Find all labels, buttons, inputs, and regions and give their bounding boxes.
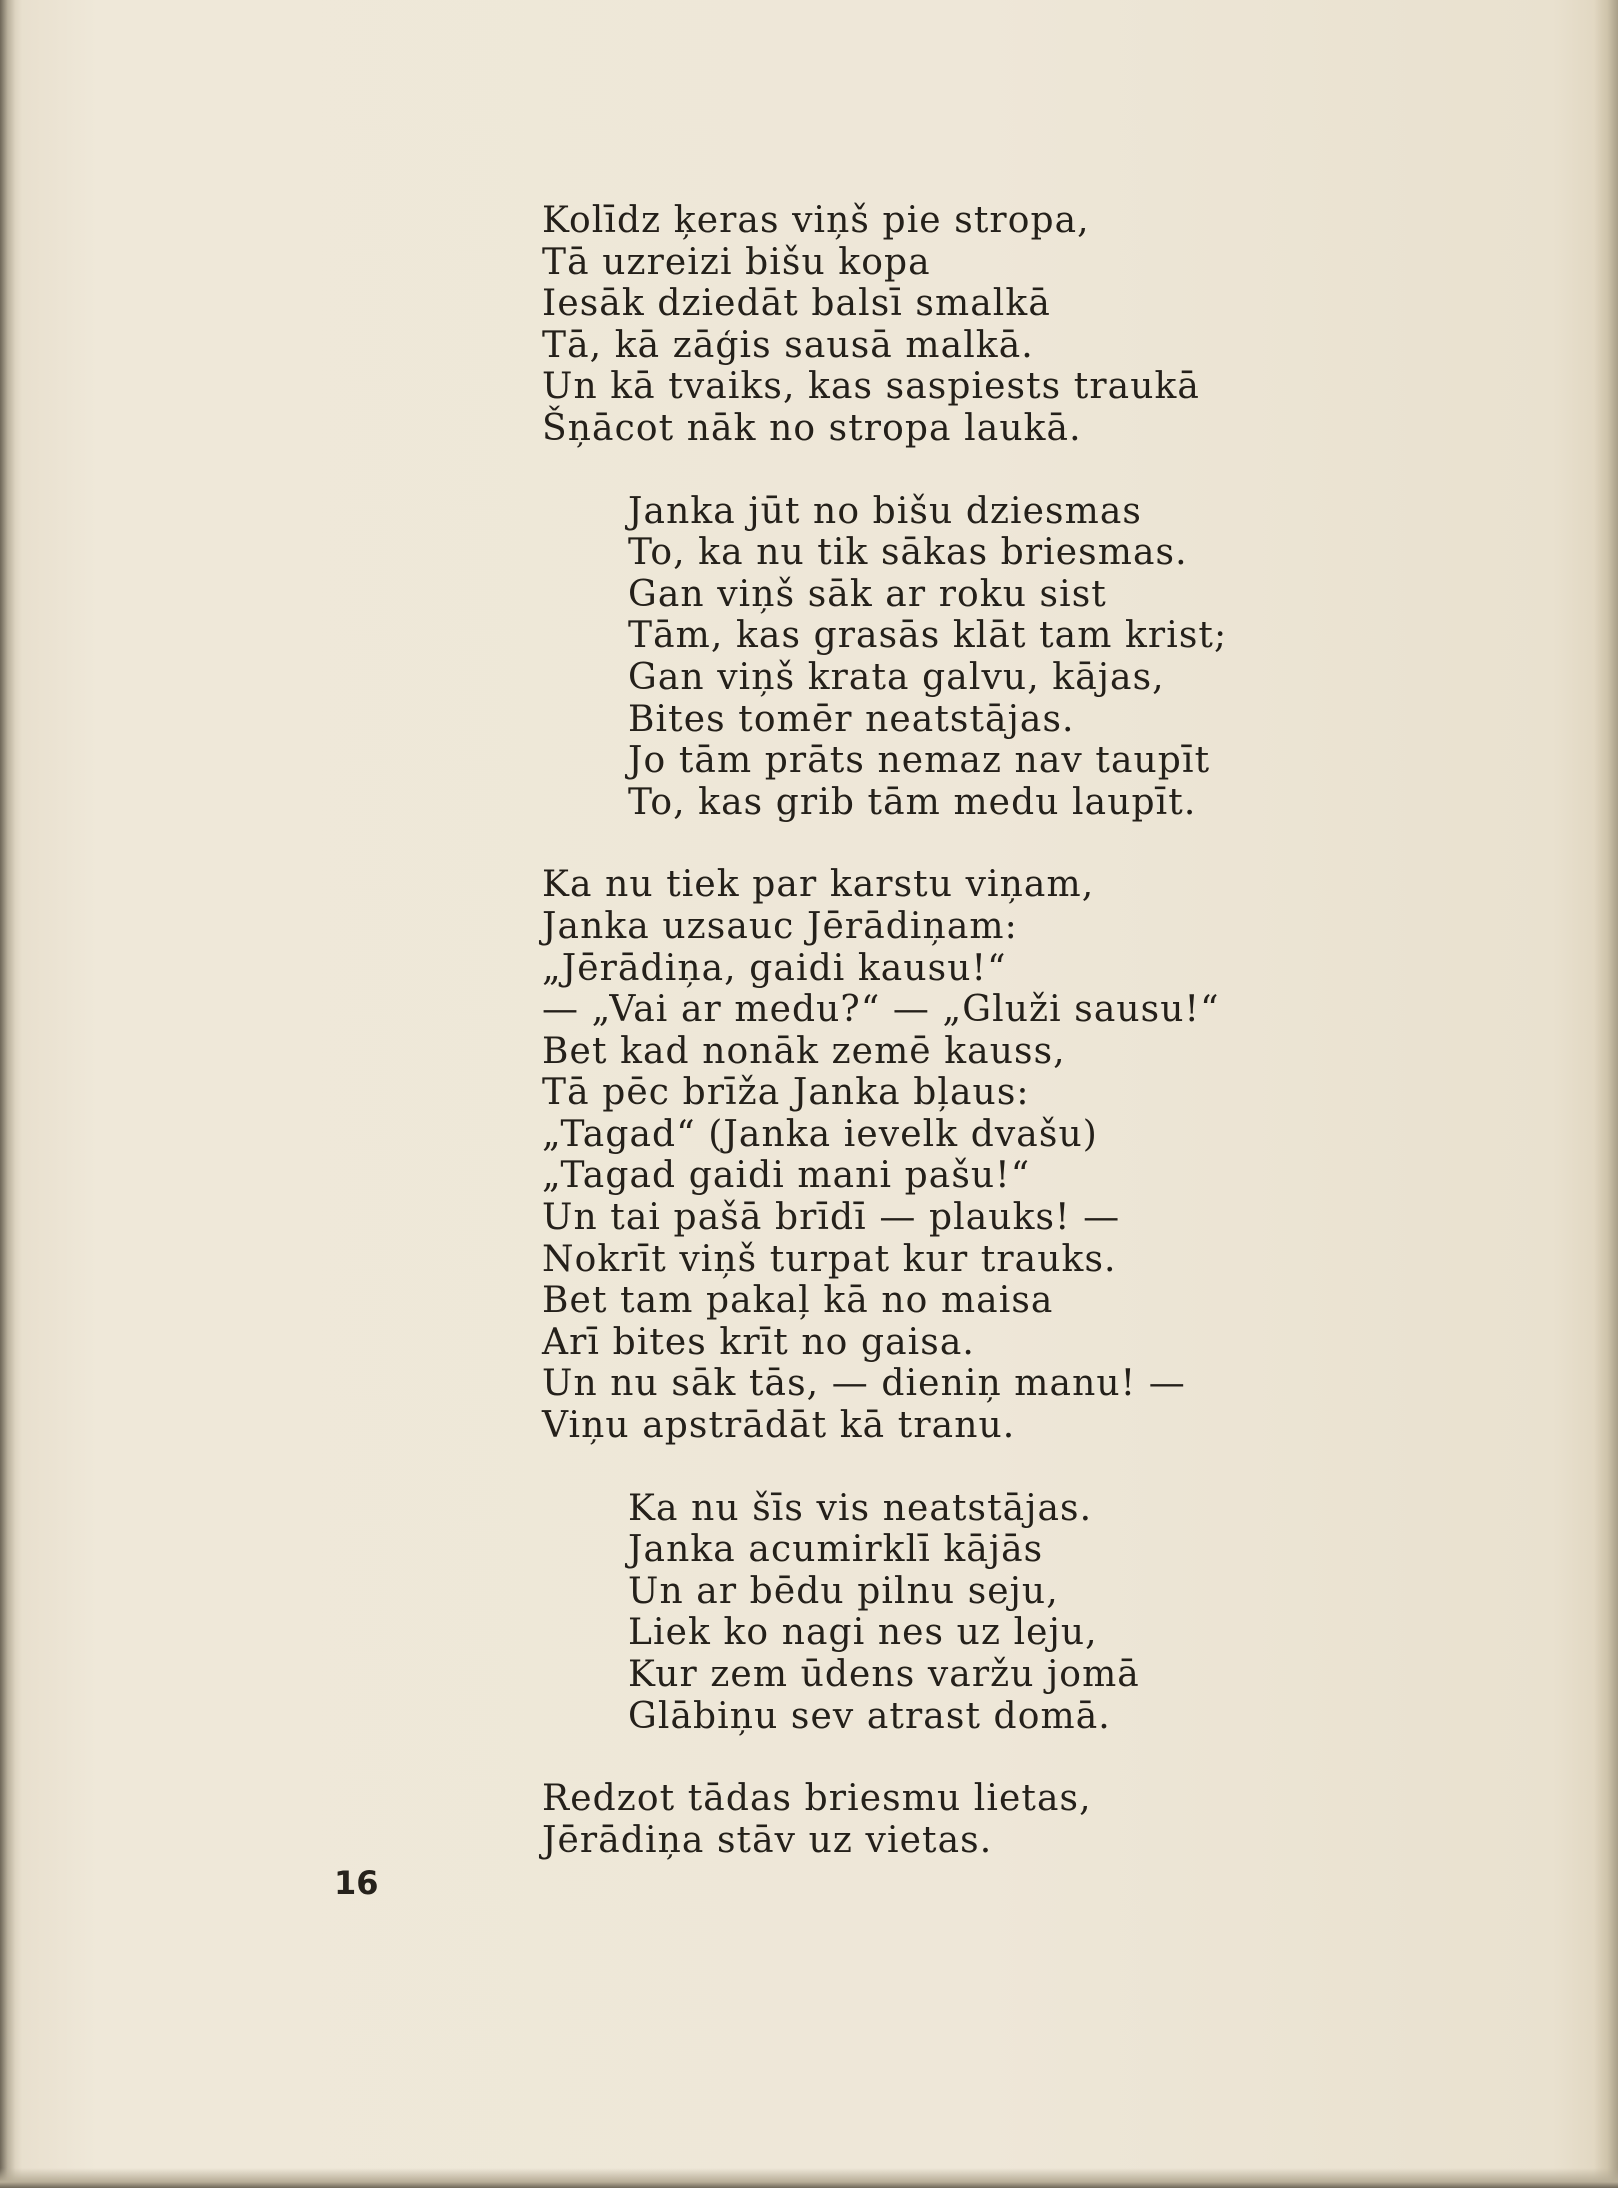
poem-line: Tā uzreizi bišu kopa <box>542 241 931 283</box>
poem-line: Glābiņu sev atrast domā. <box>628 1695 1111 1737</box>
stanza-1 <box>542 200 1302 450</box>
poem-line: Bites tomēr neatstājas. <box>628 698 1075 740</box>
poem-line: Liek ko nagi nes uz leju, <box>628 1612 1098 1654</box>
page-number: 16 <box>334 1864 379 1902</box>
poem-line: Gan viņš sāk ar roku sist <box>628 573 1107 615</box>
poem-line: Tā pēc brīža Janka bļaus: <box>542 1072 1030 1114</box>
poem-line: Nokrīt viņš turpat kur trauks. <box>542 1238 1117 1280</box>
stanza-2 <box>542 491 1302 824</box>
stanza-4 <box>542 1488 1302 1738</box>
poem-line: To, kas grib tām medu laupīt. <box>628 781 1197 823</box>
poem-line: Kur zem ūdens varžu jomā <box>628 1654 1140 1695</box>
poem-line: Bet tam pakaļ kā no maisa <box>542 1280 1054 1322</box>
poem-line: Un tai pašā brīdī — plauks! — <box>542 1197 1121 1239</box>
poem-line: Gan viņš krata galvu, kājas, <box>628 656 1165 698</box>
poem-line: Jērādiņa stāv uz vietas. <box>542 1819 993 1861</box>
poem-line: Un kā tvaiks, kas saspiests traukā <box>542 366 1200 408</box>
poem-text <box>542 200 1302 1902</box>
poem-line: Ka nu tiek par karstu viņam, <box>542 864 1095 906</box>
poem-line: „Tagad“ (Janka ievelk dvašu) <box>542 1113 1098 1155</box>
poem-line: Tā, kā zāģis sausā malkā. <box>542 324 1034 366</box>
poem-line: Ka nu šīs vis neatstājas. <box>628 1487 1093 1529</box>
poem-line: Arī bites krīt no gaisa. <box>542 1321 975 1363</box>
poem-line: — „Vai ar medu?“ — „Gluži sausu!“ <box>542 989 1220 1031</box>
poem-line: „Tagad gaidi mani pašu!“ <box>542 1155 1031 1197</box>
poem-line: „Jērādiņa, gaidi kausu!“ <box>542 947 1007 989</box>
poem-line: Jo tām prāts nemaz nav taupīt <box>628 740 1211 782</box>
poem-line: Viņu apstrādāt kā tranu. <box>542 1405 1016 1447</box>
poem-line: Janka uzsauc Jērādiņam: <box>542 905 1018 947</box>
poem-line: Un nu sāk tās, — dieniņ manu! — <box>542 1363 1186 1405</box>
stanza-3 <box>542 864 1302 1446</box>
poem-line: Iesāk dziedāt balsī smalkā <box>542 283 1051 325</box>
poem-line: To, ka nu tik sākas briesmas. <box>628 532 1188 574</box>
poem-line: Kolīdz ķeras viņš pie stropa, <box>542 200 1090 241</box>
poem-line: Bet kad nonāk zemē kauss, <box>542 1030 1066 1072</box>
page-right-edge <box>1594 0 1618 2188</box>
poem-line: Šņācot nāk no stropa laukā. <box>542 407 1082 449</box>
poem-line: Redzot tādas briesmu lietas, <box>542 1778 1092 1820</box>
page-bottom-edge <box>0 2168 1618 2188</box>
stanza-5 <box>542 1778 1302 1861</box>
binding-edge <box>0 0 22 2188</box>
poem-line: Janka acumirklī kājās <box>628 1529 1044 1571</box>
poem-line: Janka jūt no bišu dziesmas <box>628 490 1143 532</box>
poem-line: Un ar bēdu pilnu seju, <box>628 1570 1059 1612</box>
poem-line: Tām, kas grasās klāt tam krist; <box>628 615 1228 657</box>
